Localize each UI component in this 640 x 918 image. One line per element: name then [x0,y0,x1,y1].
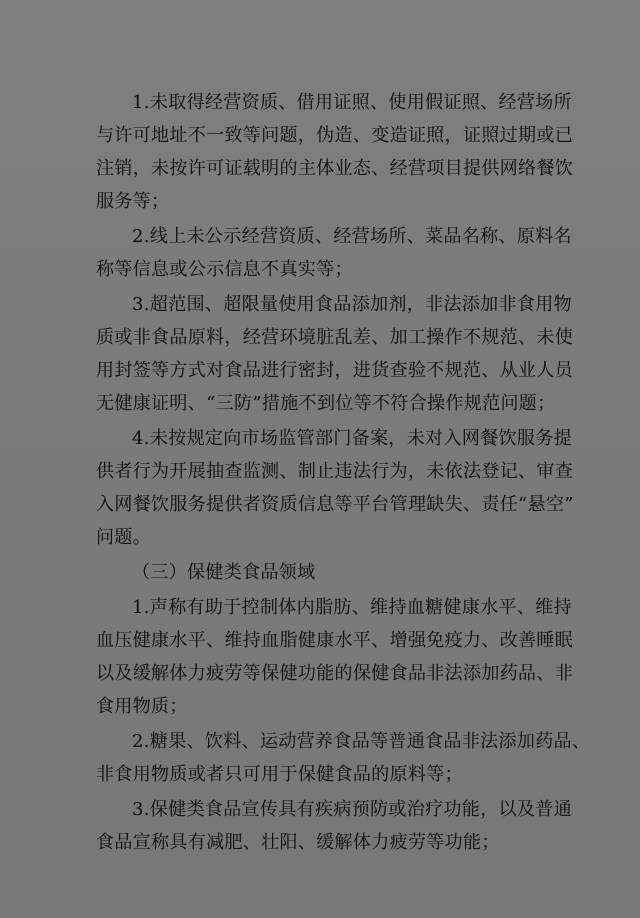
paragraph-3-line-2: 质或非食品原料，经营环境脏乱差、加工操作不规范、未使 [96,327,574,348]
paragraph-5-line-1: 1.声称有助于控制体内脂肪、维持血糖健康水平、维持 [132,597,572,618]
paragraph-5-line-2: 血压健康水平、维持血脂健康水平、增强免疫力、改善睡眠 [96,630,574,651]
paragraph-2-line-1: 2.线上未公示经营资质、经营场所、菜品名称、原料名 [132,226,572,247]
paragraph-4-line-1: 4.未按规定向市场监管部门备案，未对入网餐饮服务提 [132,428,572,449]
paragraph-4-line-3: 入网餐饮服务提供者资质信息等平台管理缺失、责任“悬空” [96,494,574,515]
paragraph-4-line-4: 问题。 [96,527,152,548]
section-heading: （三）保健类食品领域 [132,562,316,583]
paragraph-6-line-1: 2.糖果、饮料、运动营养食品等普通食品非法添加药品、 [132,731,591,752]
paragraph-7-line-2: 食品宣称具有减肥、壮阳、缓解体力疲劳等功能； [96,832,500,853]
paragraph-3-line-3: 用封签等方式对食品进行密封，进货查验不规范、从业人员 [96,360,574,381]
paragraph-1-line-3: 注销，未按许可证载明的主体业态、经营项目提供网络餐饮 [96,158,574,179]
paragraph-4-line-2: 供者行为开展抽查监测、制止违法行为，未依法登记、审查 [96,461,574,482]
paragraph-7-line-1: 3.保健类食品宣传具有疾病预防或治疗功能，以及普通 [132,799,572,820]
paragraph-5-line-3: 以及缓解体力疲劳等保健功能的保健食品非法添加药品、非 [96,663,574,684]
paragraph-1-line-4: 服务等； [96,191,170,212]
paragraph-1-line-1: 1.未取得经营资质、借用证照、使用假证照、经营场所 [132,92,572,113]
paragraph-5-line-4: 食用物质； [96,696,188,717]
paragraph-3-line-4: 无健康证明、“三防”措施不到位等不符合操作规范问题； [96,393,556,414]
paragraph-1-line-2: 与许可地址不一致等问题，伪造、变造证照，证照过期或已 [96,125,574,146]
paragraph-6-line-2: 非食用物质或者只可用于保健食品的原料等； [96,764,463,785]
paragraph-3-line-1: 3.超范围、超限量使用食品添加剂，非法添加非食用物 [132,294,572,315]
paragraph-2-line-2: 称等信息或公示信息不真实等； [96,259,353,280]
